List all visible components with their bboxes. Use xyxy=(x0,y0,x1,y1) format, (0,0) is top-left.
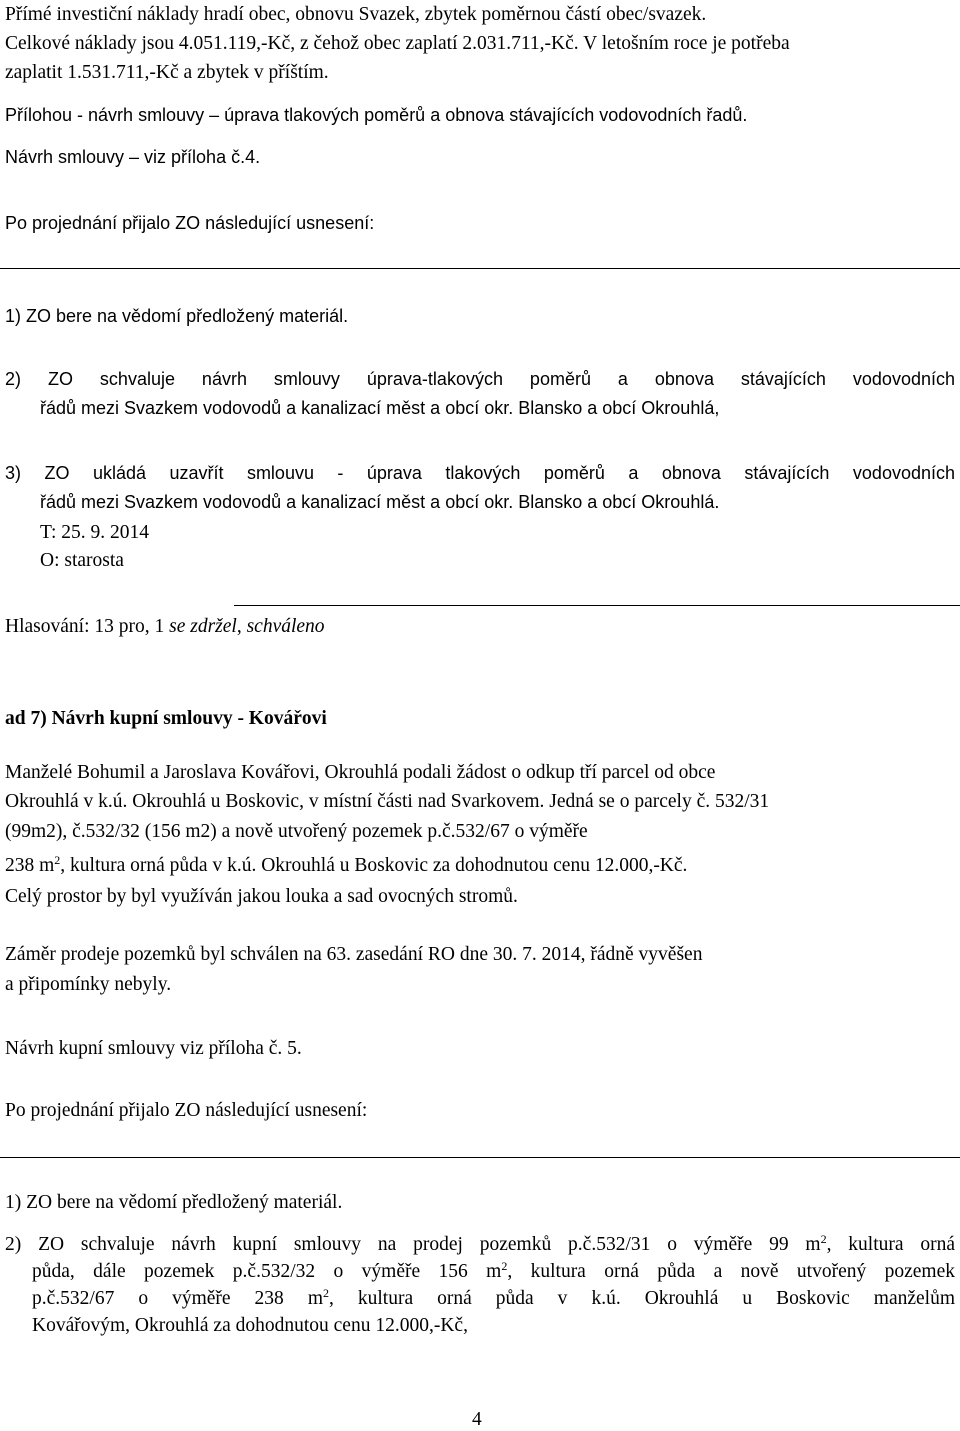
divider-rule xyxy=(0,268,960,269)
sec6-item-2-line-2: řádů mezi Svazkem vodovodů a kanalizací měst a obcí okr. Blansko a obcí Okrouhlá, xyxy=(40,398,720,418)
intro-line-3: zaplatit 1.531.711,-Kč a zbytek v příštím. xyxy=(5,62,329,83)
area-exponent: 2 xyxy=(54,853,61,867)
sec7-p1-line-2: Okrouhlá v k.ú. Okrouhlá u Boskovic, v místní části nad Svarkovem. Jedná se o parcely č. 532/31 xyxy=(5,791,770,812)
sec7-p2-line-1: Záměr prodeje pozemků byl schválen na 63. zasedání RO dne 30. 7. 2014, řádně vyvěšen xyxy=(5,944,703,965)
item-2-line-1-text: 2) ZO schvaluje návrh kupní smlouvy na prodej pozemků p.č.532/31 o výměře 99 m xyxy=(5,1234,821,1255)
sec6-vote-result xyxy=(5,616,325,638)
sec6-item-1: 1) ZO bere na vědomí předložený materiál. xyxy=(5,306,349,326)
sec6-deadline: T: 25. 9. 2014 xyxy=(40,522,149,543)
item-2-line-1-rest: , kultura orná xyxy=(826,1234,955,1255)
sec7-item-1: 1) ZO bere na vědomí předložený materiál. xyxy=(5,1192,343,1213)
sec7-p1-line-1: Manželé Bohumil a Jaroslava Kovářovi, Okrouhlá podali žádost o odkup tří parcel od obce xyxy=(5,762,716,783)
sec7-heading: ad 7) Návrh kupní smlouvy - Kovářovi xyxy=(5,708,327,729)
sec7-resolution-intro: Po projednání přijalo ZO následující usnesení: xyxy=(5,1100,368,1121)
item-2-line-2-exponent: 2 xyxy=(501,1259,508,1273)
sec7-item-2-line-4: Kovářovým, Okrouhlá za dohodnutou cenu 12.000,-Kč, xyxy=(32,1315,468,1336)
vote-abstain: se zdržel xyxy=(169,616,237,637)
sec7-p1-line-4-rest: , kultura orná půda v k.ú. Okrouhlá u Boskovic za dohodnutou cenu 12.000,-Kč. xyxy=(60,855,688,876)
sec7-item-2-line-3 xyxy=(32,1288,955,1310)
vote-separator: , xyxy=(236,616,247,637)
area-value: 238 m xyxy=(5,855,55,876)
intro-line-2: Celkové náklady jsou 4.051.119,-Kč, z čehož obec zaplatí 2.031.711,-Kč. V letošním roce je potřeba xyxy=(5,33,790,54)
sec6-item-3-line-2: řádů mezi Svazkem vodovodů a kanalizací měst a obcí okr. Blansko a obcí Okrouhlá. xyxy=(40,492,720,512)
item-2-line-3-exponent: 2 xyxy=(323,1286,329,1300)
intro-attachment-line: Přílohou - návrh smlouvy – úprava tlakových poměrů a obnova stávajících vodovodních řadů. xyxy=(5,105,748,125)
item-2-line-2-text: půda, dále pozemek p.č.532/32 o výměře 156 m xyxy=(32,1261,502,1282)
item-2-line-3-rest: , kultura orná půda v k.ú. Okrouhlá u Boskovic manželům xyxy=(329,1288,956,1309)
sec6-item-3-line-1: 3) ZO ukládá uzavřít smlouvu - úprava tlakových poměrů a obnova stávajících vodovodních xyxy=(5,463,955,483)
item-2-line-1-exponent: 2 xyxy=(820,1232,827,1246)
sec7-contract-reference: Návrh kupní smlouvy viz příloha č. 5. xyxy=(5,1038,302,1059)
sec7-p1-line-3: (99m2), č.532/32 (156 m2) a nově utvořený pozemek p.č.532/67 o výměře xyxy=(5,821,588,842)
vote-counts: Hlasování: 13 pro, 1 xyxy=(5,616,170,637)
item-2-line-2-rest: , kultura orná půda a nově utvořený pozemek xyxy=(507,1261,955,1282)
sec7-p2-line-2: a připomínky nebyly. xyxy=(5,974,172,995)
intro-line-1: Přímé investiční náklady hradí obec, obnovu Svazek, zbytek poměrnou částí obec/svazek. xyxy=(5,4,707,25)
sec7-p1-line-5: Celý prostor by byl využíván jakou louka a sad ovocných stromů. xyxy=(5,886,518,907)
sec6-resolution-intro: Po projednání přijalo ZO následující usnesení: xyxy=(5,213,375,233)
page-number: 4 xyxy=(472,1409,482,1430)
intro-contract-reference: Návrh smlouvy – viz příloha č.4. xyxy=(5,147,261,167)
sec6-item-2-line-1: 2) ZO schvaluje návrh smlouvy úprava-tlakových poměrů a obnova stávajících vodovodních xyxy=(5,369,955,389)
sec7-p1-line-4 xyxy=(5,855,687,877)
item-2-line-3-text: p.č.532/67 o výměře 238 m xyxy=(32,1288,323,1309)
sec7-divider-rule xyxy=(0,1157,960,1158)
sec7-item-2-line-2 xyxy=(32,1261,955,1283)
vote-outcome: schváleno xyxy=(246,616,325,637)
sec6-responsible: O: starosta xyxy=(40,550,124,571)
sec7-item-2-line-1 xyxy=(5,1234,955,1256)
vote-divider-rule xyxy=(234,605,960,606)
